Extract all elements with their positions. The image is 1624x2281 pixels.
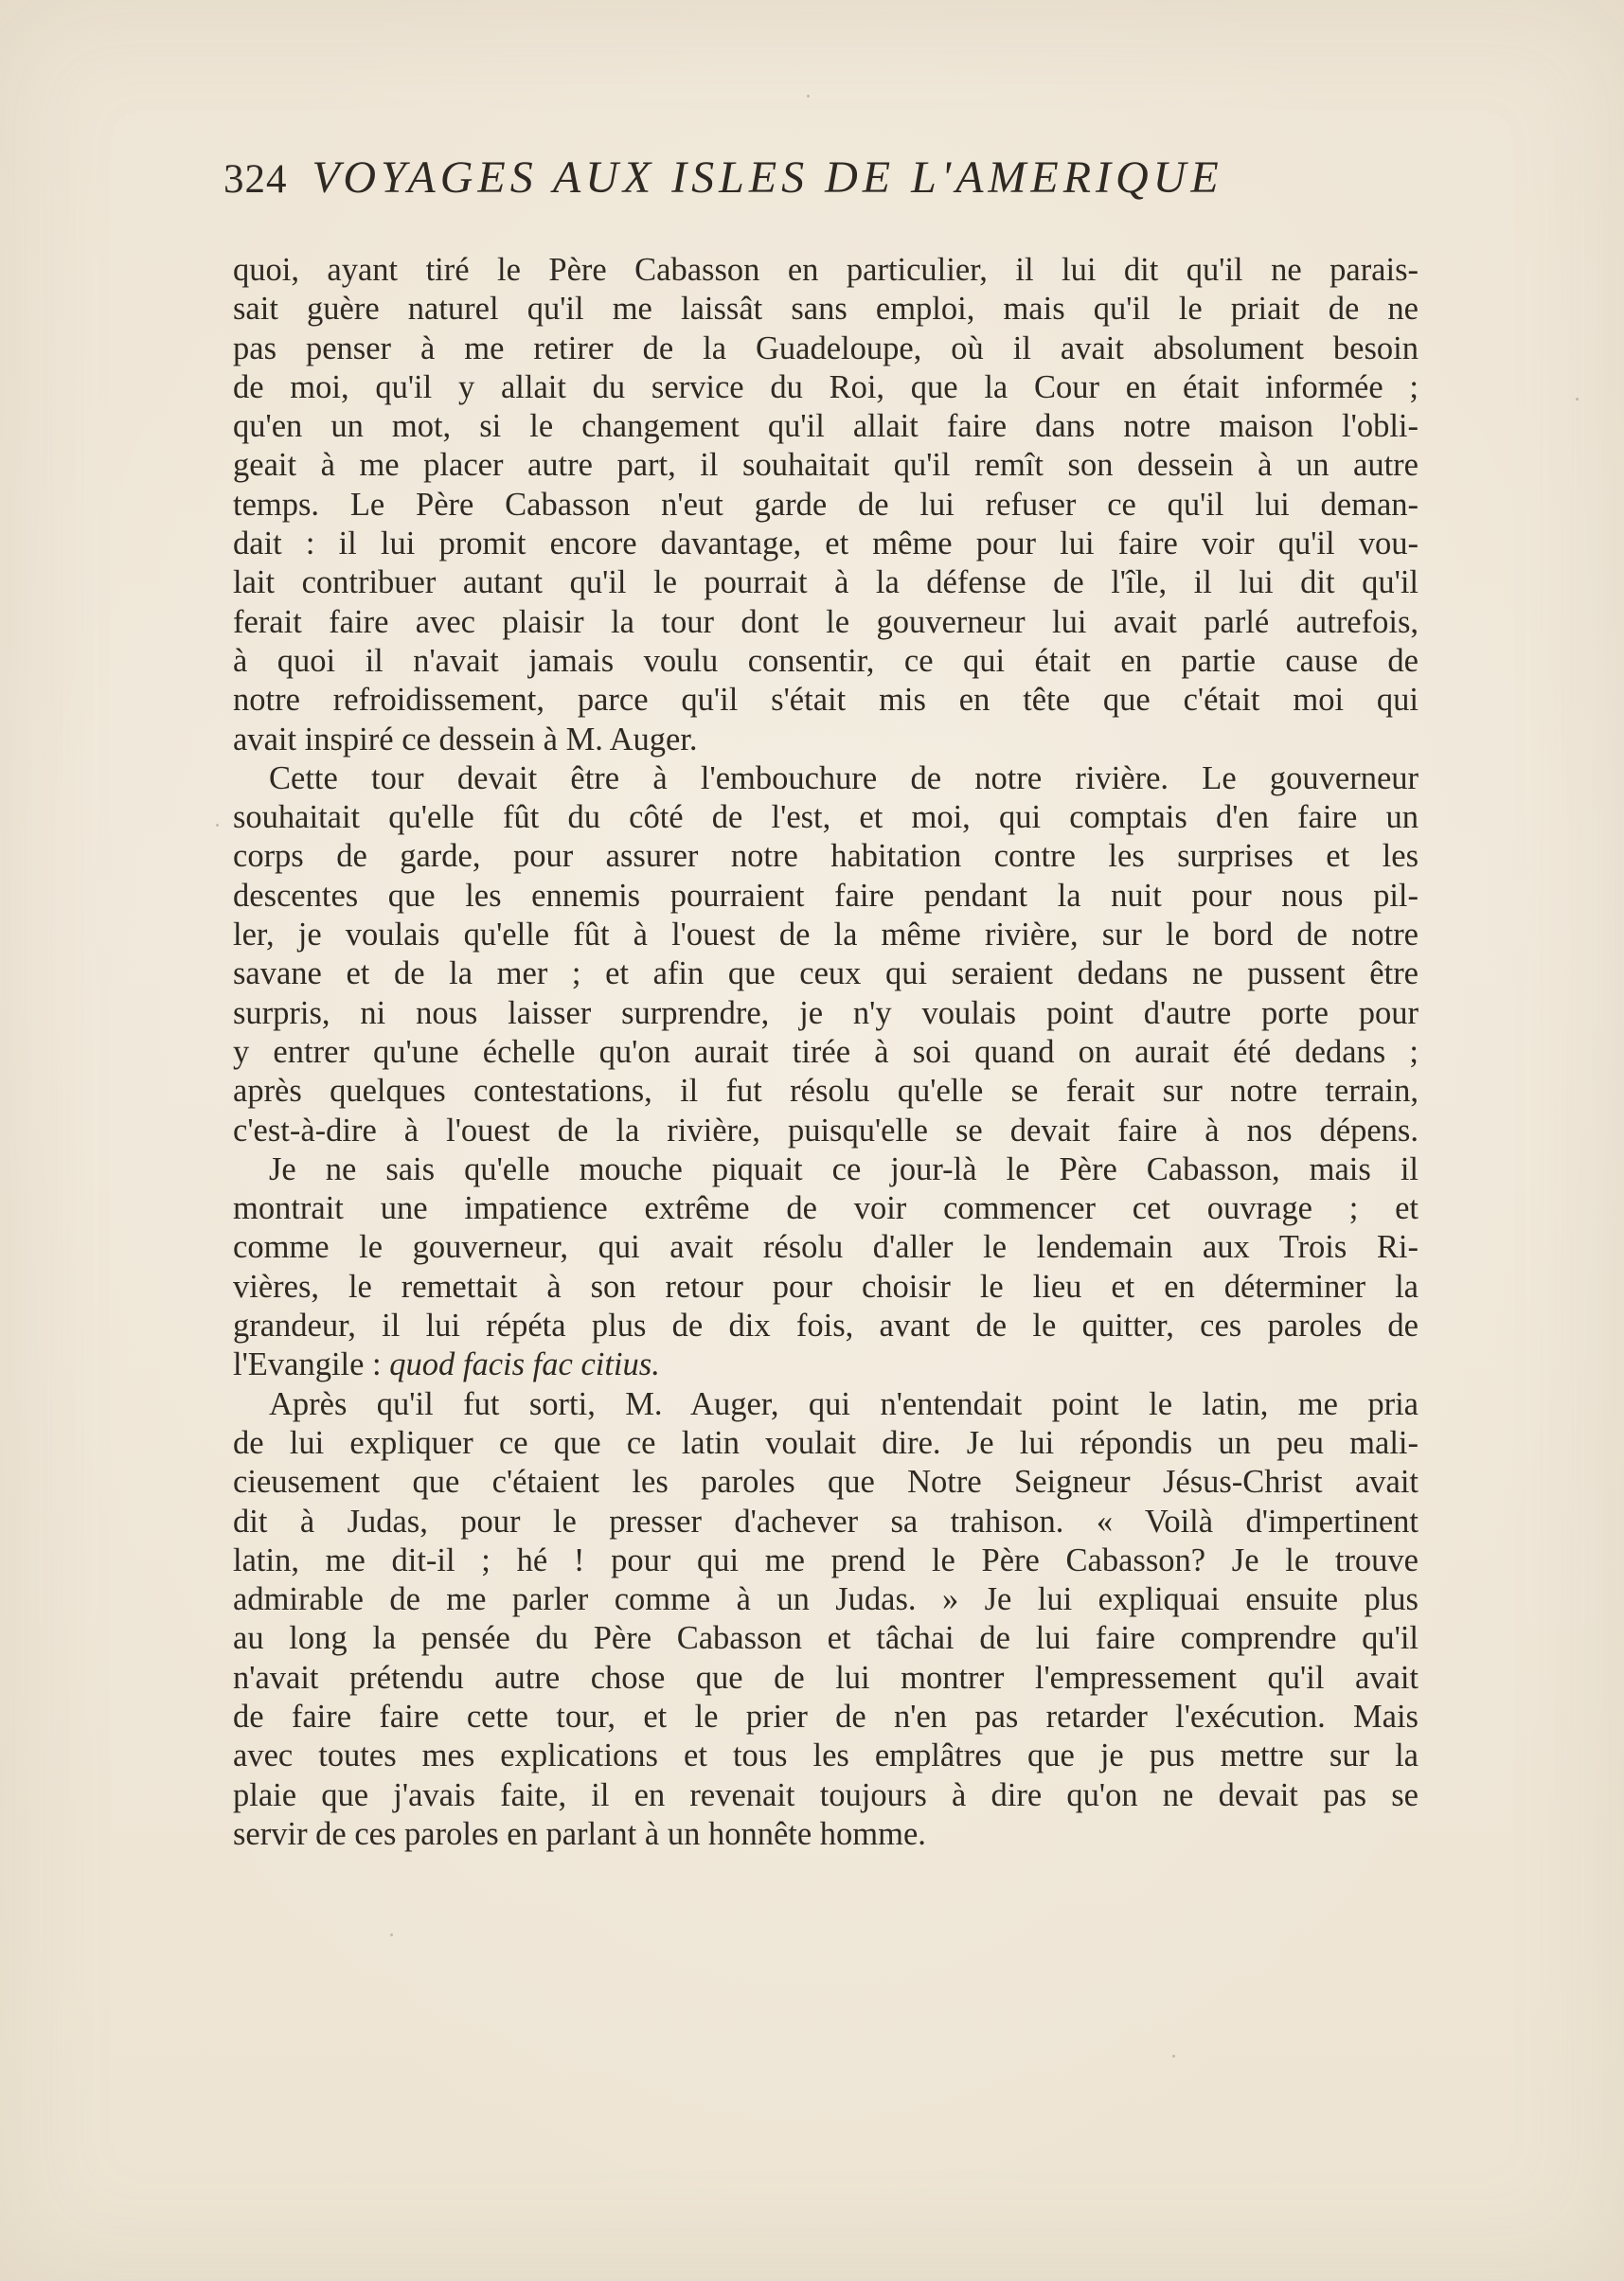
text-segment: l'Evangile : (233, 1346, 390, 1383)
text-line: au long la pensée du Père Cabasson et tâchai de lui faire comprendre qu'il (233, 1620, 1419, 1657)
text-line: notre refroidissement, parce qu'il s'était mis en tête que c'était moi qui (233, 682, 1419, 719)
text-line: Cette tour devait être à l'embouchure de notre rivière. Le gouverneur (269, 759, 1419, 796)
text-line: après quelques contestations, il fut résolu qu'elle se ferait sur notre terrain, (233, 1073, 1419, 1110)
text-line: corps de garde, pour assurer notre habitation contre les surprises et les (233, 838, 1419, 875)
text-line: de moi, qu'il y allait du service du Roi, que la Cour en était informée ; (233, 368, 1419, 405)
text-line: de faire faire cette tour, et le prier de n'en pas retarder l'exécution. Mais (233, 1698, 1419, 1735)
text-line: vières, le remettait à son retour pour choisir le lieu et en déterminer la (233, 1268, 1419, 1305)
paper-speck (390, 1934, 393, 1936)
text-line: ler, je voulais qu'elle fût à l'ouest de la même rivière, sur le bord de notre (233, 917, 1419, 953)
page-number: 324 (223, 157, 288, 202)
text-line: à quoi il n'avait jamais voulu consentir, ce qui était en partie cause de (233, 642, 1419, 679)
paragraph (233, 1385, 1419, 1855)
text-line: comme le gouverneur, qui avait résolu d'aller le lendemain aux Trois Ri- (233, 1229, 1419, 1266)
text-line: avait inspiré ce dessein à M. Auger. (233, 721, 698, 757)
text-line: ferait faire avec plaisir la tour dont le gouverneur lui avait parlé autrefois, (233, 603, 1419, 640)
paper-speck (807, 95, 810, 98)
text-line: Je ne sais qu'elle mouche piquait ce jour-là le Père Cabasson, mais il (269, 1150, 1419, 1187)
text-line: admirable de me parler comme à un Judas. » Je lui expliquai ensuite plus (233, 1581, 1419, 1618)
text-line: dait : il lui promit encore davantage, et même pour lui faire voir qu'il vou- (233, 526, 1419, 562)
paragraph (233, 759, 1419, 1150)
text-line: savane et de la mer ; et afin que ceux qui seraient dedans ne pussent être (233, 955, 1419, 992)
paper-speck (1172, 2055, 1175, 2058)
text-line (233, 1345, 1419, 1384)
text-line: plaie que j'avais faite, il en revenait toujours à dire qu'on ne devait pas se (233, 1776, 1419, 1813)
text-line: cieusement que c'étaient les paroles que Notre Seigneur Jésus-Christ avait (233, 1464, 1419, 1501)
text-line: Après qu'il fut sorti, M. Auger, qui n'entendait point le latin, me pria (269, 1385, 1419, 1422)
text-line: de lui expliquer ce que ce latin voulait dire. Je lui répondis un peu mali- (233, 1424, 1419, 1461)
text-line: y entrer qu'une échelle qu'on aurait tirée à soi quand on aurait été dedans ; (233, 1033, 1419, 1070)
text-line: lait contribuer autant qu'il le pourrait à la défense de l'île, il lui dit qu'il (233, 564, 1419, 601)
paragraph (233, 1150, 1419, 1385)
page-header (223, 151, 1407, 218)
text-line: qu'en un mot, si le changement qu'il allait faire dans notre maison l'obli- (233, 408, 1419, 445)
text-line: grandeur, il lui répéta plus de dix fois, avant de le quitter, ces paroles de (233, 1308, 1419, 1345)
text-line: dit à Judas, pour le presser d'achever sa trahison. « Voilà d'impertinent (233, 1503, 1419, 1540)
text-line: montrait une impatience extrême de voir commencer cet ouvrage ; et (233, 1190, 1419, 1227)
text-line: n'avait prétendu autre chose que de lui montrer l'empressement qu'il avait (233, 1659, 1419, 1696)
body-text (233, 251, 1419, 1854)
latin-quote: quod facis fac citius. (389, 1346, 660, 1383)
text-line: pas penser à me retirer de la Guadeloupe, où il avait absolument besoin (233, 330, 1419, 366)
text-line: temps. Le Père Cabasson n'eut garde de lui refuser ce qu'il lui deman- (233, 486, 1419, 523)
text-line: avec toutes mes explications et tous les emplâtres que je pus mettre sur la (233, 1737, 1419, 1774)
text-line: souhaitait qu'elle fût du côté de l'est, et moi, qui comptais d'en faire un (233, 799, 1419, 836)
text-line: geait à me placer autre part, il souhaitait qu'il remît son dessein à un autre (233, 447, 1419, 484)
running-title: VOYAGES AUX ISLES DE L'AMERIQUE (312, 152, 1223, 203)
paragraph (233, 251, 1419, 759)
paper-speck (1576, 398, 1579, 401)
text-line: quoi, ayant tiré le Père Cabasson en particulier, il lui dit qu'il ne parais- (233, 252, 1419, 288)
paper-speck (216, 824, 219, 827)
text-line: descentes que les ennemis pourraient faire pendant la nuit pour nous pil- (233, 877, 1419, 914)
text-line: latin, me dit-il ; hé ! pour qui me prend le Père Cabasson? Je le trouve (233, 1541, 1419, 1578)
text-line: sait guère naturel qu'il me laissât sans emploi, mais qu'il le priait de ne (233, 291, 1419, 328)
text-line: surpris, ni nous laisser surprendre, je n'y voulais point d'autre porte pour (233, 994, 1419, 1031)
text-line: servir de ces paroles en parlant à un honnête homme. (233, 1815, 926, 1852)
text-line: c'est-à-dire à l'ouest de la rivière, puisqu'elle se devait faire à nos dépens. (233, 1112, 1419, 1149)
